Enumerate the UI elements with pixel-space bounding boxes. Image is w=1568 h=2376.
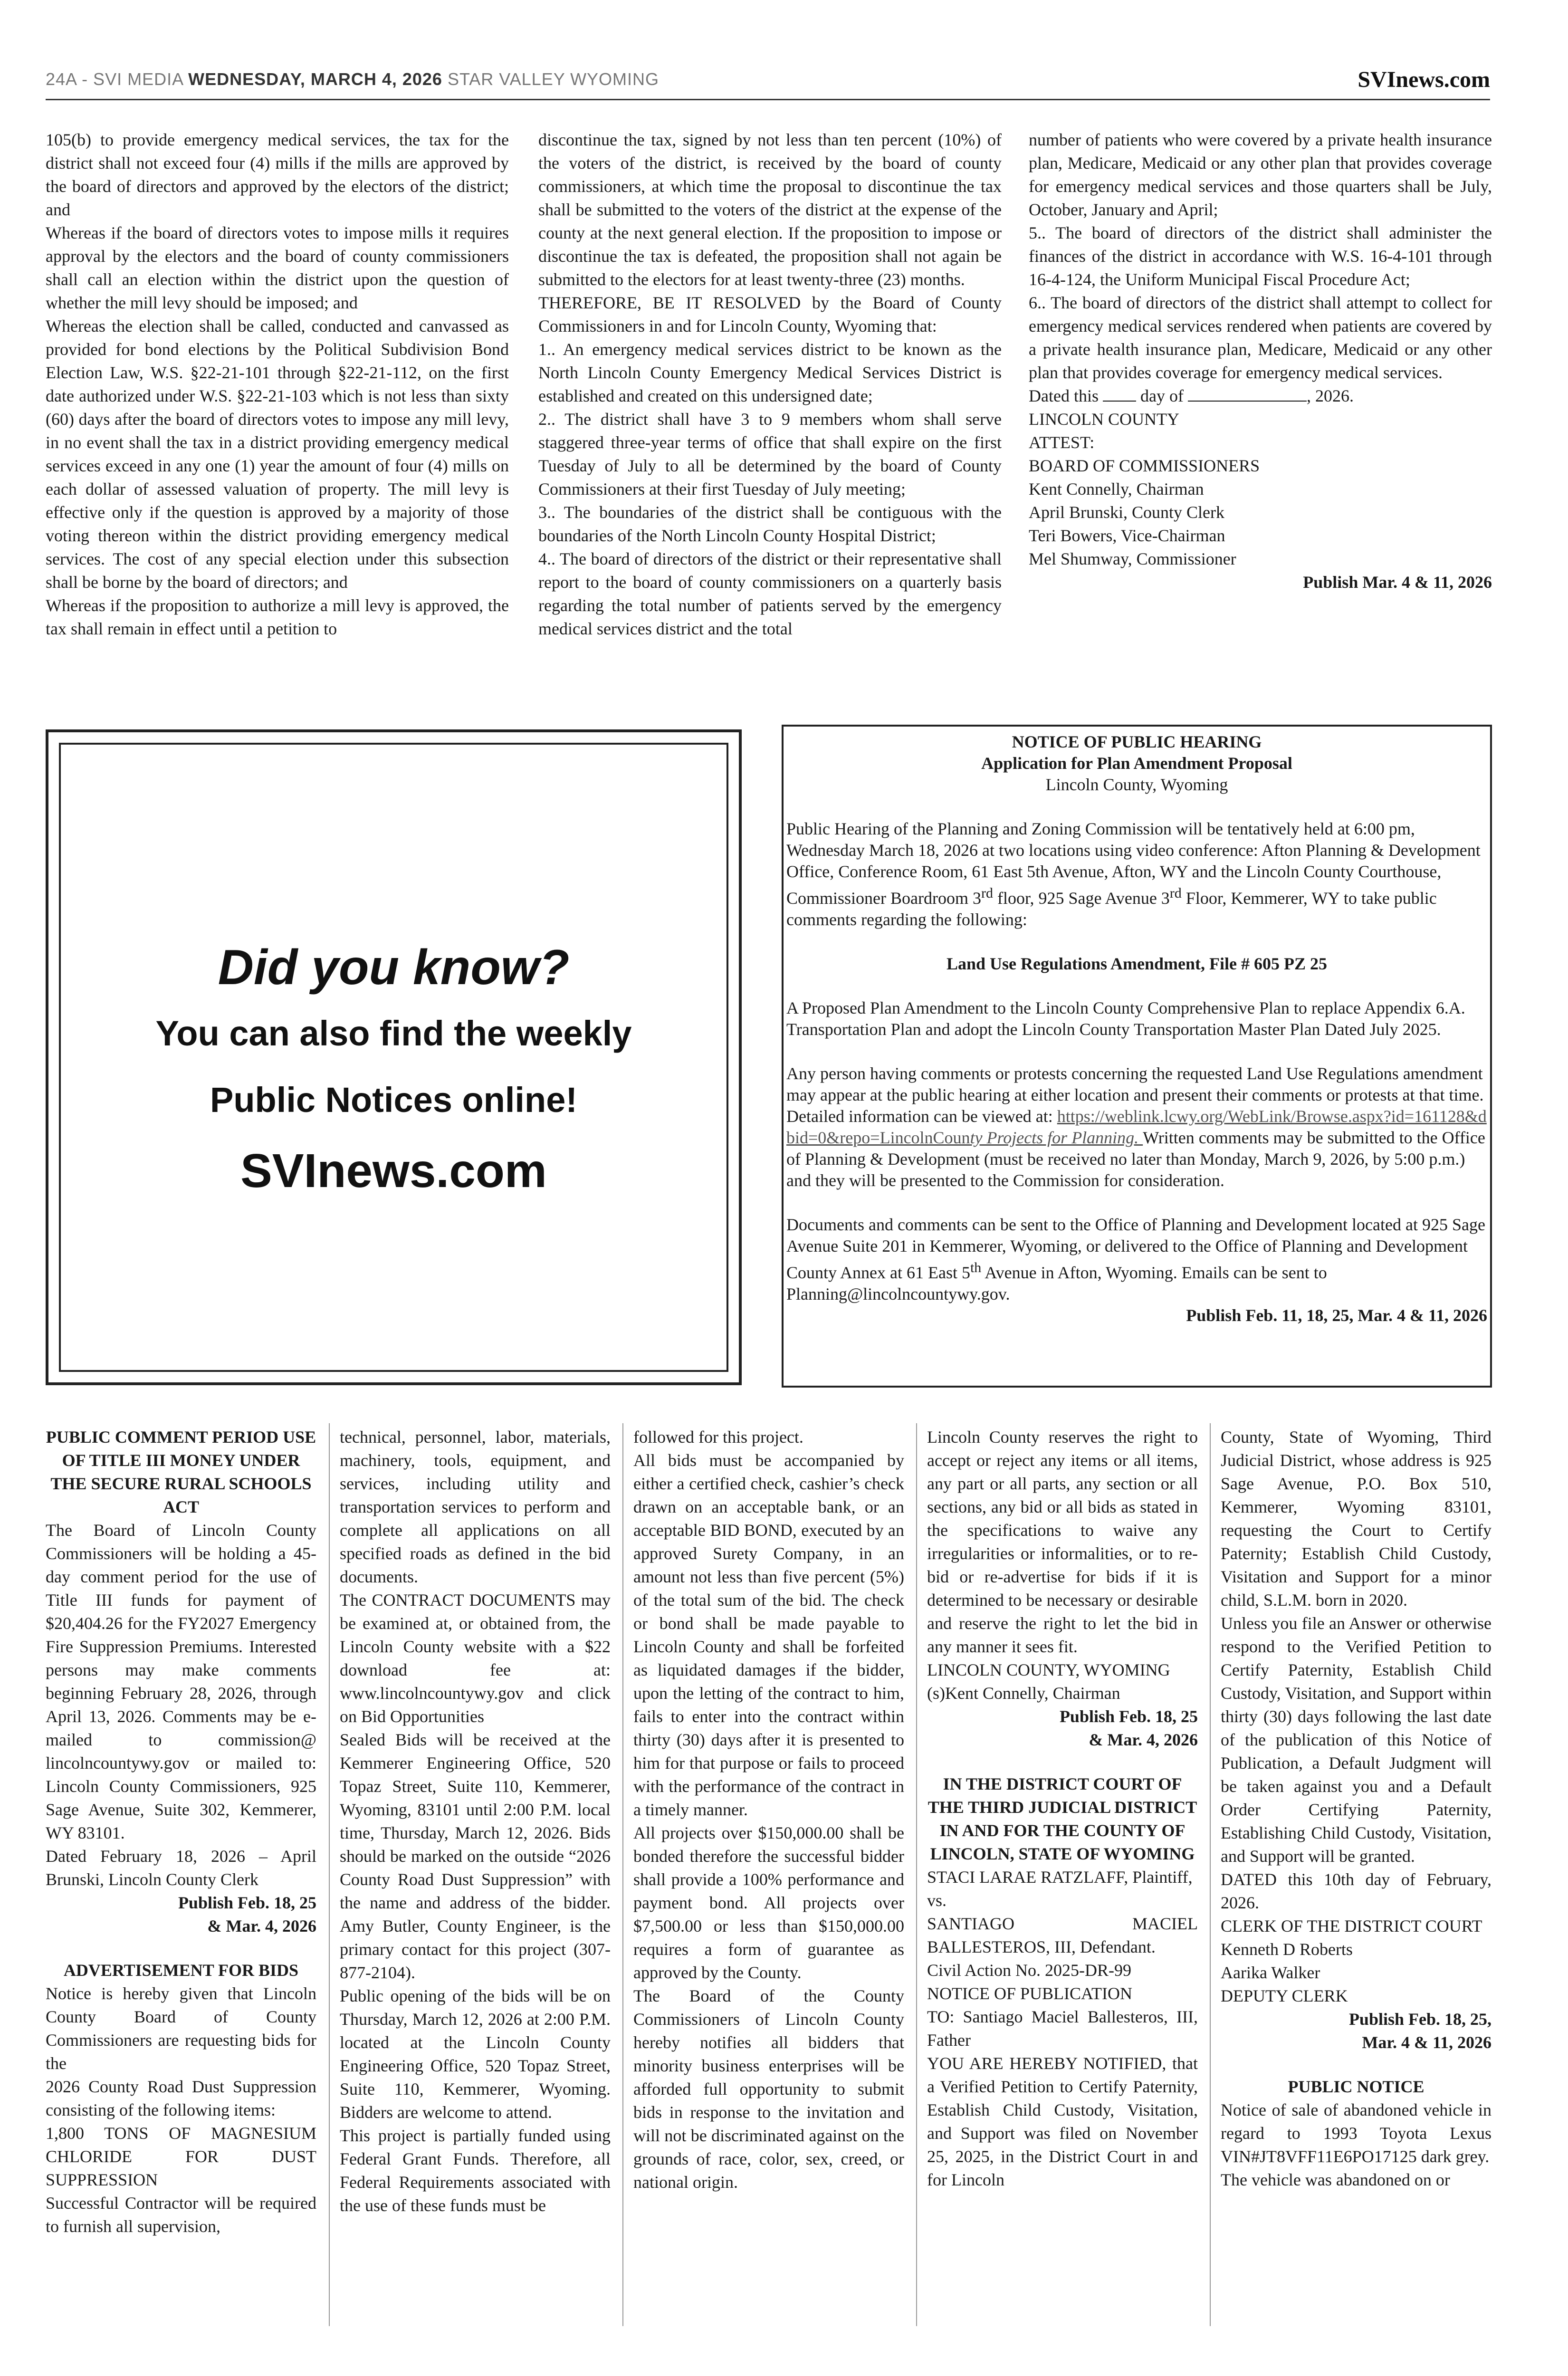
signature-line: April Brunski, County Clerk [1029, 503, 1224, 522]
paragraph: County, State of Wyoming, Third Judicial District, whose address is 925 Sage Avenue, P.O. Box 510, Kemmerer, Wyoming 83101, requesting the Court to Certify Paternity; Establish Child Custody, Visitation and Support for a minor child, S.L.M. born in 2020. [1221, 1428, 1492, 1610]
notice-subtitle: Application for Plan Amendment Proposal [981, 754, 1292, 773]
header-rule [46, 99, 1490, 100]
ad-line-1: You can also find the weekly [155, 1014, 632, 1053]
publish-dates: Publish Feb. 18, 25 [1059, 1707, 1198, 1726]
header-folio [46, 69, 659, 89]
bottom-column-1 [46, 1426, 316, 2238]
signature-line: Kent Connelly, Chairman [1029, 479, 1204, 498]
court-line: Civil Action No. 2025-DR-99 [927, 1961, 1131, 1980]
paragraph: 5.. The board of directors of the district shall administer the finances of the district in accordance with W.S. 16-4-101 through 16-4-124, the Uniform Municipal Fiscal Procedure Act; [1029, 223, 1492, 289]
publish-dates: Mar. 4 & 11, 2026 [1362, 2033, 1492, 2052]
paragraph: followed for this project. [633, 1428, 803, 1447]
paragraph: The Board of the County Commissioners of Lincoln County hereby notifies all bidders that minority business enterprises will be afforded full opportunity to submit bids in response to the invitation and will not be discriminated against on the grounds of race, color, sex, creed, or national origin. [633, 1986, 904, 2192]
paragraph: The CONTRACT DOCUMENTS may be examined at, or obtained from, the Lincoln County website with a $22 download fee at: www.lincolncountywy.gov and click on Bid Opportunities [340, 1590, 611, 1726]
hearing-paragraph: Public Hearing of the Planning and Zoning Commission will be tentatively held at 6:00 pm, Wednesday March 18, 2026 at two locations using video conference: Afton Planning & Development Office, Conference Room, 61 East 5th Avenue, Afton, WY and the Lincoln County Courthouse, Commissioner Boardroom 3rd floor, 925 Sage Avenue 3rd Floor, Kemmerer, WY to take public comments regarding the following: [786, 819, 1481, 929]
court-line: STACI LARAE RATZLAFF, Plaintiff, [927, 1868, 1193, 1887]
signature-line: LINCOLN COUNTY [1029, 410, 1179, 429]
paragraph: Whereas the election shall be called, conducted and canvassed as provided for bond elections by the Political Subdivision Bond Election Law, W.S. §22-21-101 through §22-21-112, on the first date authorized under W.S. §22-21-103 which is not less than sixty (60) days after the board of directors votes to impose any mill levy, in no event shall the tax in a district providing emergency medical services exceed in any one (1) year the amount of four (4) mills on each dollar of assessed valuation of property. The mill levy is effective only if the question is approved by a majority of those voting thereon within the district providing emergency medical services. The cost of any special election under this subsection shall be borne by the board of directors; and [46, 316, 509, 592]
paragraph: YOU ARE HEREBY NOTIFIED, that a Verified Petition to Certify Paternity, Establish Child Custody, Visitation, and Support was filed on November 25, 2025, in the District Court in and for Lincoln [927, 2054, 1198, 2189]
paragraph: This project is partially funded using Federal Grant Funds. Therefore, all Federal Requirements associated with the use of these funds must be [340, 2126, 611, 2215]
header-prefix: 24A - SVI MEDIA [46, 69, 189, 89]
paragraph: Successful Contractor will be required to furnish all supervision, [46, 2194, 316, 2236]
dated-line: Dated this day of , 2026. [1029, 386, 1354, 405]
public-hearing-notice [782, 725, 1492, 1388]
court-line: DATED this 10th day of February, 2026. [1221, 1870, 1492, 1912]
paragraph: technical, personnel, labor, materials, machinery, tools, equipment, and services, including utility and transportation services to perform and complete all applications on all specified roads as defined in the bid documents. [340, 1428, 611, 1586]
publish-dates: Publish Feb. 18, 25 [178, 1893, 316, 1912]
court-line: DEPUTY CLERK [1221, 1986, 1348, 2005]
court-line: vs. [927, 1891, 947, 1910]
bottom-column-4 [927, 1426, 1198, 2192]
signature-line: BOARD OF COMMISSIONERS [1029, 456, 1260, 475]
paragraph: Lincoln County reserves the right to accept or reject any items or all items, any part or all parts, any section or all sections, any bid or all bids as stated in the specifications to waive any irregularities or informalities, or to re-bid or re-advertise for bids if it is determined to be necessary or desirable and reserve the right to let the bid in any manner it sees fit. [927, 1428, 1198, 1656]
top-column-1 [46, 128, 509, 641]
header-location: STAR VALLEY WYOMING [442, 69, 660, 89]
weblink-url[interactable]: https://weblink.lcwy.org/WebLink/Browse.aspx?id=161128&dbid=0&repo=LincolnCoun [786, 1107, 1487, 1147]
paragraph: 1.. An emergency medical services district to be known as the North Lincoln County Emergency Medical Services District is established and created on this undersigned date; [538, 340, 1002, 405]
paragraph: Public opening of the bids will be on Thursday, March 12, 2026 at 2:00 P.M. located at the Lincoln County Engineering Office, 520 Topaz Street, Suite 110, Kemmerer, Wyoming. Bidders are welcome to attend. [340, 1986, 611, 2122]
court-line: CLERK OF THE DISTRICT COURT [1221, 1916, 1482, 1935]
signature-line: Mel Shumway, Commissioner [1029, 549, 1236, 568]
paragraph: The vehicle was abandoned on or [1221, 2170, 1450, 2189]
bottom-column-5 [1221, 1426, 1492, 2192]
signature-line: Teri Bowers, Vice-Chairman [1029, 526, 1225, 545]
paragraph: 2026 County Road Dust Suppression consisting of the following items: [46, 2077, 316, 2119]
paragraph: 105(b) to provide emergency medical services, the tax for the district shall not exceed four (4) mills if the mills are approved by the board of directors and approved by the electors of the district; and [46, 130, 509, 219]
notice-heading: PUBLIC COMMENT PERIOD USE OF TITLE III MONEY UNDER THE SECURE RURAL SCHOOLS ACT [46, 1428, 316, 1516]
court-line: Aarika Walker [1221, 1963, 1320, 1982]
page-header [46, 67, 1490, 95]
hearing-paragraph: Documents and comments can be sent to the Office of Planning and Development located at 925 Sage Avenue Suite 201 in Kemmerer, Wyoming, or delivered to the Office of Planning and Development County Annex at 61 East 5th Avenue in Afton, Wyoming. Emails can be sent to Planning@lincolncountywy.gov. [786, 1215, 1485, 1303]
paragraph: 4.. The board of directors of the district or their representative shall report to the board of county commissioners on a quarterly basis regarding the total number of patients served by the emergency medical services district and the total [538, 549, 1002, 638]
notice-heading: ADVERTISEMENT FOR BIDS [63, 1961, 299, 1980]
weblink-url-continued[interactable]: ty Projects for Planning. [970, 1128, 1143, 1147]
paragraph: Whereas if the board of directors votes to impose mills it requires approval by the electors and the board of county commissioners shall call an election within the district upon the question of whether the mill levy should be imposed; and [46, 223, 509, 312]
paragraph: 3.. The boundaries of the district shall be contiguous with the boundaries of the North Lincoln County Hospital District; [538, 503, 1002, 545]
ad-line-2: Public Notices online! [210, 1080, 577, 1120]
publish-dates: Publish Feb. 18, 25, [1348, 2010, 1492, 2029]
court-line: NOTICE OF PUBLICATION [927, 1984, 1132, 2003]
ad-headline: Did you know? [218, 940, 570, 995]
signature-line: ATTEST: [1029, 433, 1095, 452]
paragraph: All projects over $150,000.00 shall be bonded therefore the successful bidder shall provide a 100% performance and payment bond. All projects over $7,500.00 or less than $150,000.00 requires a form of guarantee as approved by the County. [633, 1823, 904, 1982]
paragraph: 2.. The district shall have 3 to 9 members whom shall serve staggered three-year terms of office that shall expire on the first Tuesday of July to all be determined by the board of County Commissioners at their first Tuesday of July meeting; [538, 410, 1002, 498]
court-line: SANTIAGO MACIEL BALLESTEROS, III, Defendant. [927, 1914, 1198, 1956]
ad-inner-border [59, 743, 728, 1372]
notice-heading: IN THE DISTRICT COURT OF THE THIRD JUDICIAL DISTRICT IN AND FOR THE COUNTY OF LINCOLN, STATE OF WYOMING [927, 1774, 1197, 1863]
column-divider [1210, 1423, 1211, 2326]
paragraph: Sealed Bids will be received at the Kemmerer Engineering Office, 520 Topaz Street, Suite 110, Kemmerer, Wyoming, 83101 until 2:00 P.M. local time, Thursday, March 12, 2026. Bids should be marked on the outside “2026 County Road Dust Suppression” with the name and address of the bidder. Amy Butler, County Engineer, is the primary contact for this project (307-877-2104). [340, 1730, 611, 1982]
court-line: Kenneth D Roberts [1221, 1940, 1353, 1959]
column-divider [329, 1423, 330, 2326]
court-line: TO: Santiago Maciel Ballesteros, III, Father [927, 2007, 1198, 2050]
paragraph: number of patients who were covered by a private health insurance plan, Medicare, Medicaid or any other plan that provides coverage for emergency medical services and those quarters shall be July, October, January and April; [1029, 130, 1492, 219]
publish-dates: & Mar. 4, 2026 [1089, 1730, 1198, 1749]
paragraph: 1,800 TONS OF MAGNESIUM CHLORIDE FOR DUST SUPPRESSION [46, 2124, 316, 2189]
paragraph: The Board of Lincoln County Commissioners will be holding a 45-day comment period for the use of Title III funds for payment of $20,404.26 for the FY2027 Emergency Fire Suppression Premiums. Interested persons may make comments beginning February 28, 2026, through April 13, 2026. Comments may be e-mailed to commission@ lincolncountywy.gov or mailed to: Lincoln County Commissioners, 925 Sage Avenue, Suite 302, Kemmerer, WY 83101. [46, 1521, 316, 1842]
signature-line: (s)Kent Connelly, Chairman [927, 1684, 1120, 1703]
publish-dates: & Mar. 4, 2026 [207, 1916, 316, 1935]
column-divider [622, 1423, 623, 2326]
paragraph: Notice of sale of abandoned vehicle in regard to 1993 Toyota Lexus VIN#JT8VFF11E6PO17125 dark grey. [1221, 2100, 1492, 2166]
online-notices-ad [46, 729, 742, 1385]
paragraph: Dated February 18, 2026 – April Brunski, Lincoln County Clerk [46, 1847, 316, 1889]
paragraph: Notice is hereby given that Lincoln County Board of County Commissioners are requesting bids for the [46, 1984, 316, 2073]
column-divider [916, 1423, 917, 2326]
hearing-paragraph: A Proposed Plan Amendment to the Lincoln County Comprehensive Plan to replace Appendix 6.A. Transportation Plan and adopt the Lincoln County Transportation Master Plan Dated July 2025. [786, 998, 1465, 1039]
notice-heading: PUBLIC NOTICE [1288, 2077, 1425, 2096]
header-date: WEDNESDAY, MARCH 4, 2026 [188, 69, 442, 89]
notice-title: NOTICE OF PUBLIC HEARING [1012, 732, 1262, 751]
ad-url[interactable]: SVInews.com [240, 1144, 547, 1198]
bottom-column-3 [633, 1426, 904, 2194]
notice-place: Lincoln County, Wyoming [1045, 775, 1228, 794]
paragraph: THEREFORE, BE IT RESOLVED by the Board of County Commissioners in and for Lincoln County, Wyoming that: [538, 293, 1002, 335]
bottom-column-2 [340, 1426, 611, 2217]
signature-line: LINCOLN COUNTY, WYOMING [927, 1660, 1170, 1679]
paragraph: Unless you file an Answer or otherwise respond to the Verified Petition to Certify Paternity, Establish Child Custody, Visitation, and Support within thirty (30) days following the last date of the publication of this Notice of Publication, a Default Judgment will be taken against you and a Default Order Certifying Paternity, Establishing Child Custody, Visitation, and Support will be granted. [1221, 1614, 1492, 1866]
paragraph: All bids must be accompanied by either a certified check, cashier’s check drawn on an acceptable bank, or an acceptable BID BOND, executed by an approved Surety Company, in an amount not less than five percent (5%) of the total sum of the bid. The check or bond shall be made payable to Lincoln County and shall be forfeited as liquidated damages if the bidder, upon the letting of the contract to him, fails to enter into the contract within thirty (30) days after it is presented to him for that purpose or fails to proceed with the performance of the contract in a timely manner. [633, 1451, 904, 1819]
file-number: Land Use Regulations Amendment, File # 605 PZ 25 [946, 954, 1328, 973]
paragraph: 6.. The board of directors of the district shall attempt to collect for emergency medical services rendered when patients are covered by a private health insurance plan, Medicare, Medicaid or any other plan that provides coverage for emergency medical services. [1029, 293, 1492, 382]
top-column-3 [1029, 128, 1492, 594]
paragraph: discontinue the tax, signed by not less than ten percent (10%) of the voters of the district, is received by the board of county commissioners, at which time the proposal to discontinue the tax shall be submitted to the voters of the district at the expense of the county at the next general election. If the proposition to impose or discontinue the tax is defeated, the proposition shall not again be submitted to the electors for at least twenty-three (23) months. [538, 130, 1002, 289]
paragraph: Whereas if the proposition to authorize a mill levy is approved, the tax shall remain in effect until a petition to [46, 596, 509, 638]
top-column-2 [538, 128, 1002, 641]
hearing-paragraph: Any person having comments or protests concerning the requested Land Use Regulations amendment may appear at the public hearing at either location and present their comments or protests at that time. Detailed information can be viewed at: https://weblink.lcwy.org/WebLink/Browse.aspx?id=161128&dbid=0&repo=LincolnCounty Projects for Planning. Written comments may be submitted to the Office of Planning & Development (must be received no later than Monday, March 9, 2026, by 5:00 p.m.) and they will be presented to the Commission for consideration. [786, 1064, 1487, 1190]
publish-dates: Publish Mar. 4 & 11, 2026 [1303, 573, 1492, 592]
publish-dates: Publish Feb. 11, 18, 25, Mar. 4 & 11, 2026 [1186, 1306, 1487, 1325]
header-site: SVInews.com [1358, 67, 1490, 92]
